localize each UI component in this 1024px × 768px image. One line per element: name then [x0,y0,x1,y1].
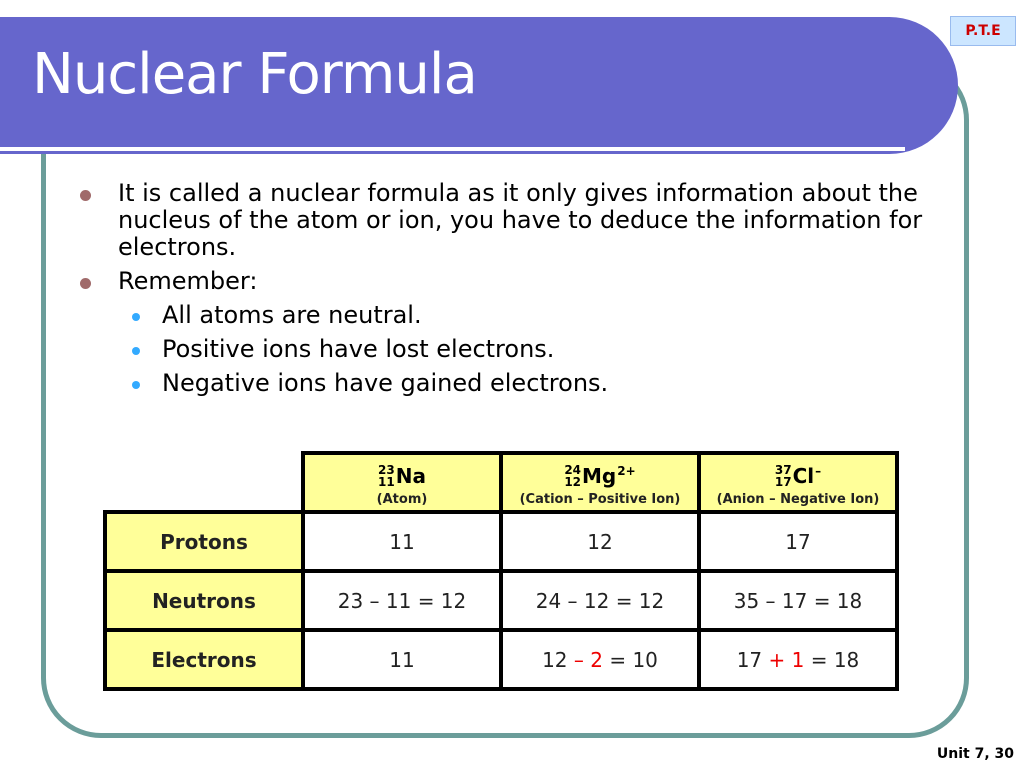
sub-bullet-text: All atoms are neutral. [162,301,422,329]
table-cell: 12 [501,512,699,571]
sub-bullet-item [130,302,940,329]
bullet-list [80,180,940,404]
nuclear-table [103,451,899,691]
mass-number: 24 [564,462,582,477]
equation-part: 12 [542,647,574,672]
mass-number: 37 [774,462,792,477]
element-symbol: Cl [792,463,815,488]
table-cell: 17 [699,512,897,571]
mass-number: 23 [378,462,395,477]
pte-badge[interactable]: P.T.E [950,16,1016,46]
table-cell: 35 – 17 = 18 [699,571,897,630]
table-row [105,571,897,630]
sub-bullet-text: Positive ions have lost electrons. [162,335,555,363]
table-corner [105,453,303,512]
nuclide-symbol [378,464,426,488]
equation-change: – 2 [573,647,603,672]
table-cell: 11 [303,630,501,689]
row-header-neutrons: Neutrons [105,571,303,630]
slide-title: Nuclear Formula [32,42,477,107]
nuclide-numbers [564,464,581,488]
bullet-item [80,268,940,295]
ion-charge: – [815,463,822,478]
bullet-item [80,180,940,261]
equation-change: + 1 [768,647,805,672]
column-header-mg [501,453,699,512]
element-symbol: Mg [582,463,617,488]
atomic-number: 11 [378,474,395,489]
column-subtitle: (Cation – Positive Ion) [519,491,681,507]
atomic-number: 12 [564,474,582,489]
bullet-dot-icon [80,190,91,201]
column-header-cl [699,453,897,512]
table-row [105,630,897,689]
equation-part: = 10 [602,647,658,672]
element-symbol: Na [395,463,426,488]
table-cell: 11 [303,512,501,571]
sub-bullet-dot-icon [132,347,140,355]
table-cell [501,630,699,689]
sub-bullet-dot-icon [132,313,140,321]
nuclide-symbol [564,464,635,488]
nuclide-symbol [775,464,821,488]
nuclide-numbers [378,464,395,488]
bullet-dot-icon [80,278,91,289]
bullet-text: It is called a nuclear formula as it only gives information about the nucleus of the atom or ion, you have to deduce the information for electrons. [118,179,923,261]
table-header-row [105,453,897,512]
row-header-electrons: Electrons [105,630,303,689]
equation-part: = 18 [804,647,860,672]
sub-bullet-item [130,370,940,397]
sub-bullet-dot-icon [132,381,140,389]
column-subtitle: (Anion – Negative Ion) [716,491,880,507]
slide-footer: Unit 7, 30 [936,746,1014,762]
atomic-number: 17 [774,474,792,489]
bullet-text: Remember: [118,267,258,295]
table-cell: 23 – 11 = 12 [303,571,501,630]
row-header-protons: Protons [105,512,303,571]
sub-bullet-item [130,336,940,363]
table-cell: 24 – 12 = 12 [501,571,699,630]
column-subtitle: (Atom) [376,491,428,507]
ion-charge: 2+ [617,463,636,478]
table-cell [699,630,897,689]
table-row [105,512,897,571]
title-underline [0,147,905,151]
column-header-na [303,453,501,512]
equation-part: 17 [736,647,769,672]
nuclide-numbers [775,464,792,488]
sub-bullet-text: Negative ions have gained electrons. [162,369,609,397]
